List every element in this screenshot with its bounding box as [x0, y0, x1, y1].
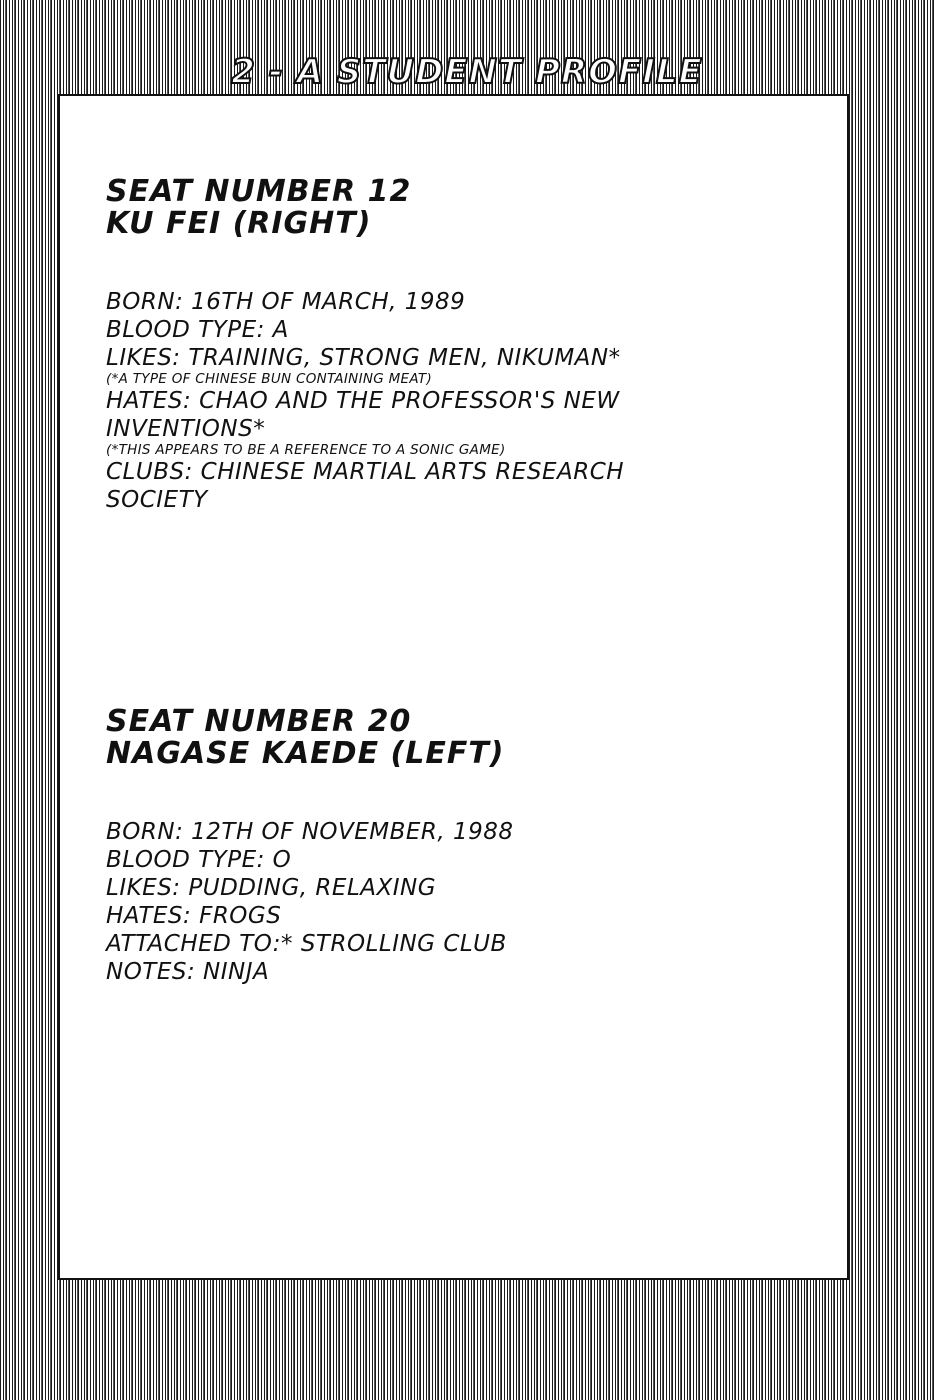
born-line: BORN: 16TH OF MARCH, 1989	[106, 289, 466, 315]
clubs-line-continued: SOCIETY	[106, 487, 208, 513]
blood-type-line: BLOOD TYPE: O	[106, 847, 292, 873]
blood-type-line: BLOOD TYPE: A	[106, 317, 289, 343]
clubs-line: CLUBS: CHINESE MARTIAL ARTS RESEARCH	[106, 459, 625, 485]
hates-line: HATES: FROGS	[106, 903, 282, 929]
chapter-title-text: 2 - A STUDENT PROFILE	[231, 52, 703, 92]
profile-nagase-kaede	[106, 706, 746, 986]
profile-facts	[106, 288, 746, 514]
likes-line: LIKES: TRAINING, STRONG MEN, NIKUMAN*	[106, 345, 621, 371]
profile-facts	[106, 818, 746, 986]
hates-line-continued: INVENTIONS*	[106, 416, 266, 442]
student-name-heading: NAGASE KAEDE (LEFT)	[106, 736, 505, 771]
chapter-title	[0, 52, 934, 92]
student-name-heading: KU FEI (RIGHT)	[106, 206, 372, 241]
hates-footnote: (*THIS APPEARS TO BE A REFERENCE TO A SONIC GAME)	[106, 442, 506, 458]
likes-line: LIKES: PUDDING, RELAXING	[106, 875, 437, 901]
seat-number-heading: SEAT NUMBER 12	[106, 174, 412, 209]
hates-line: HATES: CHAO AND THE PROFESSOR'S NEW	[106, 388, 620, 414]
likes-footnote: (*A TYPE OF CHINESE BUN CONTAINING MEAT)	[106, 371, 433, 387]
attached-to-line: ATTACHED TO:* STROLLING CLUB	[106, 931, 507, 957]
seat-number-heading: SEAT NUMBER 20	[106, 704, 412, 739]
notes-line: NOTES: NINJA	[106, 959, 270, 985]
profile-ku-fei	[106, 176, 746, 514]
born-line: BORN: 12TH OF NOVEMBER, 1988	[106, 819, 514, 845]
